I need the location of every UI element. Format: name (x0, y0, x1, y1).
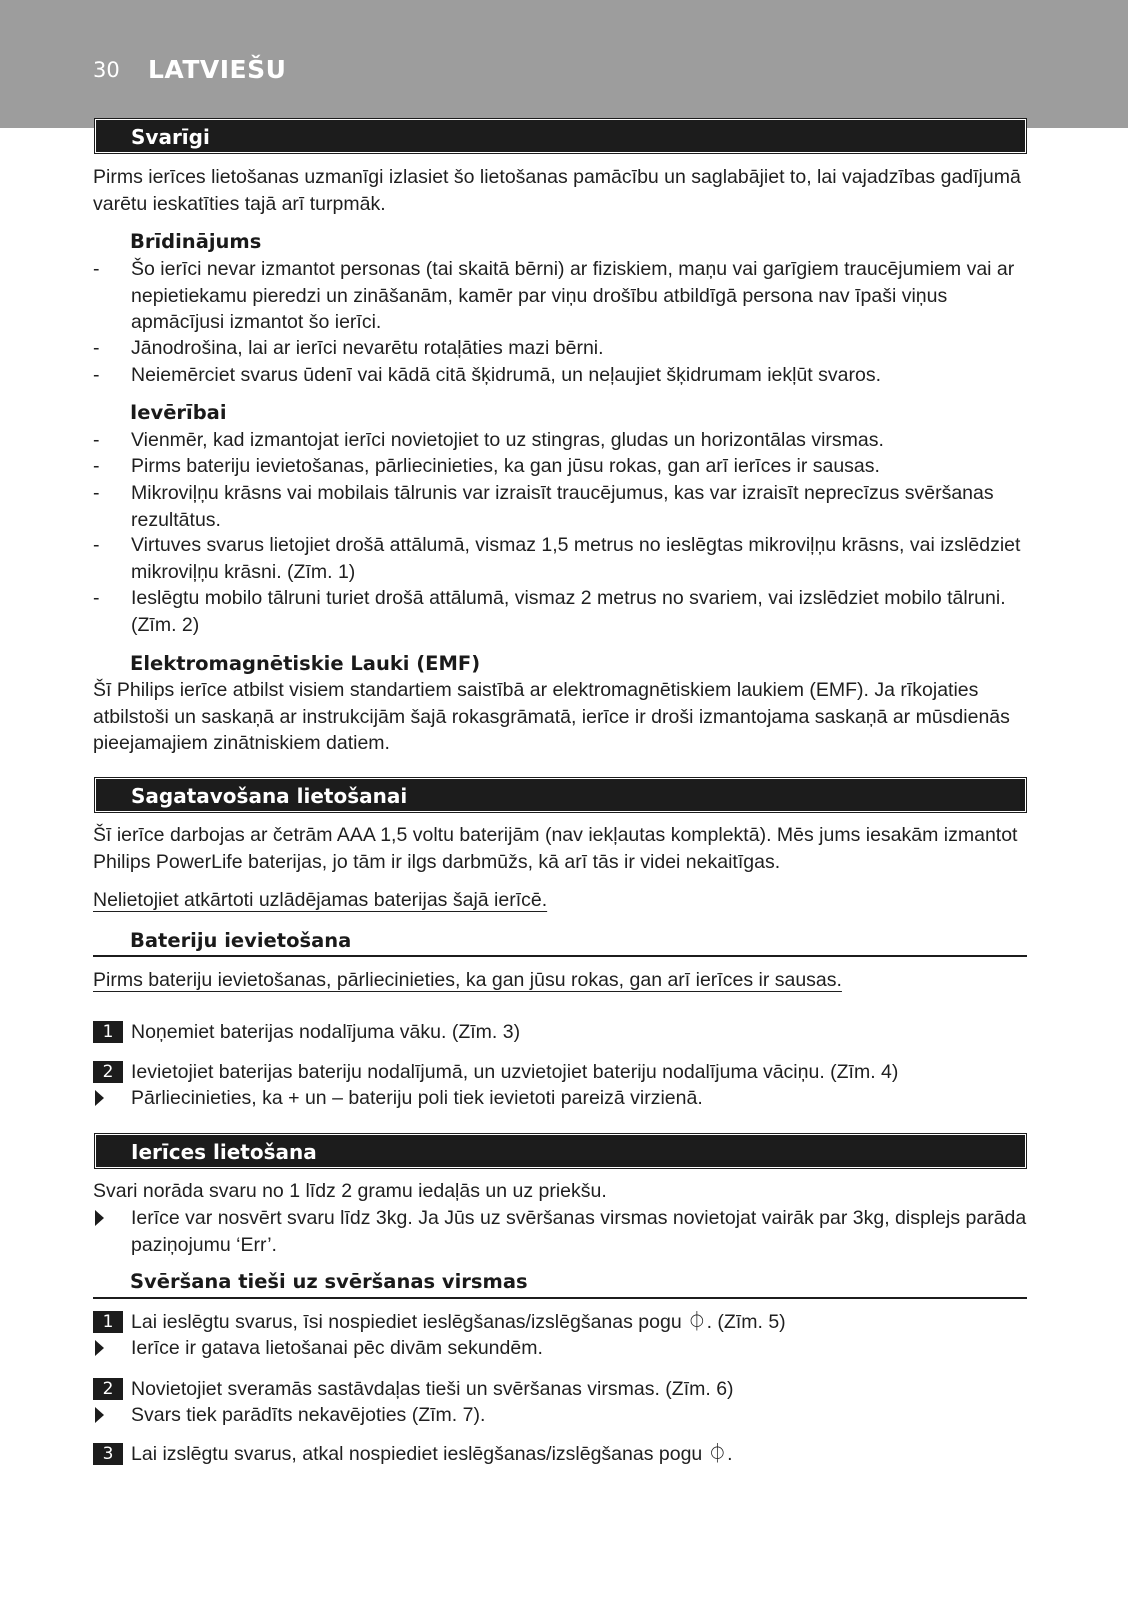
emf-heading: Elektromagnētiskie Lauki (EMF) (130, 652, 481, 675)
step-result: Pārliecinieties, ka + un – bateriju poli tiek ievietoti pareizā virzienā. (131, 1087, 703, 1109)
caution-item: - Virtuves svarus lietojiet drošā attālumā, vismaz 1,5 metrus no ieslēgtas mikroviļņu krāsns, vai izslēdziet mikroviļņu krāsni. (Zīm. 1) (93, 534, 1021, 583)
step-number: 3 (93, 1443, 123, 1465)
step-text: Novietojiet sveramās sastāvdaļas tieši un svēršanas virsmas. (Zīm. 6) (131, 1378, 734, 1400)
step-text: Lai izslēgtu svarus, atkal nospiediet ieslēgšanas/izslēgšanas pogu ⏀. (131, 1443, 733, 1465)
step-text: Lai ieslēgtu svarus, īsi nospiediet ieslēgšanas/izslēgšanas pogu ⏀. (Zīm. 5) (131, 1311, 786, 1333)
battery-insertion-note: Pirms bateriju ievietošanas, pārliecinieties, ka gan jūsu rokas, gan arī ierīces ir sausas. (93, 969, 842, 991)
step-result: Ierīce ir gatava lietošanai pēc divām sekundēm. (131, 1337, 543, 1359)
result-arrow-icon (95, 1090, 104, 1106)
warning-item: - Neiemērciet svarus ūdenī vai kādā citā šķidrumā, un neļaujiet šķidrumam iekļūt svaros. (93, 364, 881, 386)
result-arrow-icon (95, 1210, 104, 1226)
important-intro: Pirms ierīces lietošanas uzmanīgi izlasiet šo lietošanas pamācību un saglabājiet to, lai vajadzības gadījumā varētu ieskatīties tajā arī turpmāk. (93, 166, 1021, 215)
result-arrow-icon (95, 1340, 104, 1356)
warning-item: - Šo ierīci nevar izmantot personas (tai skaitā bērni) ar fiziskiem, maņu vai garīgiem traucējumiem vai ar nepietiekamu pieredzi un zināšanām, kamēr par viņu drošību atbildīgā persona nav īpaši viņus apmācījusi izmantot šo ierīci. (93, 258, 1015, 333)
step-text: Noņemiet baterijas nodalījuma vāku. (Zīm. 3) (131, 1021, 521, 1043)
weighing-heading: Svēršana tieši uz svēršanas virsmas (130, 1270, 528, 1293)
battery-note: Nelietojiet atkārtoti uzlādējamas baterijas šajā ierīcē. (93, 889, 548, 911)
warning-item: - Jānodrošina, lai ar ierīci nevarētu rotaļāties mazi bērni. (93, 337, 604, 359)
emf-text: Šī Philips ierīce atbilst visiem standartiem saistībā ar elektromagnētiskiem laukiem (EMF). Ja rīkojaties atbilstoši un saskaņā ar instrukcijām šajā rokasgrāmatā, ierīce ir droši izmantojama saskaņā ar mūsdienās pieejamajiem zinātniskiem datiem. (93, 679, 1010, 754)
result-arrow-icon (95, 1407, 104, 1423)
usage-intro: Svari norāda svaru no 1 līdz 2 gramu iedaļās un uz priekšu. (93, 1180, 607, 1202)
section-heading-preparation: Sagatavošana lietošanai (95, 778, 1026, 812)
section-heading-important: Svarīgi (95, 119, 1026, 153)
caution-item: - Ieslēgtu mobilo tālruni turiet drošā attālumā, vismaz 2 metrus no svariem, vai izslēdziet mobilo tālruni. (Zīm. 2) (93, 587, 1006, 636)
usage-result: Ierīce var nosvērt svaru līdz 3kg. Ja Jūs uz svēršanas virsmas novietojat vairāk par 3kg, displejs parāda paziņojumu ‘Err’. (131, 1207, 1027, 1256)
battery-insertion-heading: Bateriju ievietošana (130, 929, 352, 952)
step-number: 2 (93, 1061, 123, 1083)
language-title: LATVIEŠU (148, 55, 287, 84)
step-number: 2 (93, 1378, 123, 1400)
caution-heading: Ievērībai (130, 401, 227, 424)
step-number: 1 (93, 1311, 123, 1333)
step-result: Svars tiek parādīts nekavējoties (Zīm. 7). (131, 1404, 486, 1426)
warning-heading: Brīdinājums (130, 230, 262, 253)
caution-item: - Vienmēr, kad izmantojat ierīci novietojiet to uz stingras, gludas un horizontālas virsmas. (93, 429, 884, 451)
preparation-intro: Šī ierīce darbojas ar četrām AAA 1,5 voltu baterijām (nav iekļautas komplektā). Mēs jums iesakām izmantot Philips PowerLife baterijas, jo tām ir ilgs darbmūžs, kā arī tās ir videi nekaitīgas. (93, 824, 1018, 873)
heading-rule (93, 1297, 1027, 1299)
section-heading-usage: Ierīces lietošana (95, 1134, 1026, 1168)
caution-item: - Pirms bateriju ievietošanas, pārliecinieties, ka gan jūsu rokas, gan arī ierīces ir sausas. (93, 455, 880, 477)
step-text: Ievietojiet baterijas bateriju nodalījumā, un uzvietojiet bateriju nodalījuma vāciņu. (Zīm. 4) (131, 1061, 899, 1083)
page-number: 30 (93, 58, 120, 82)
step-number: 1 (93, 1021, 123, 1043)
heading-rule (93, 955, 1027, 957)
caution-item: - Mikroviļņu krāsns vai mobilais tālrunis var izraisīt traucējumus, kas var izraisīt neprecīzus svēršanas rezultātus. (93, 482, 994, 531)
